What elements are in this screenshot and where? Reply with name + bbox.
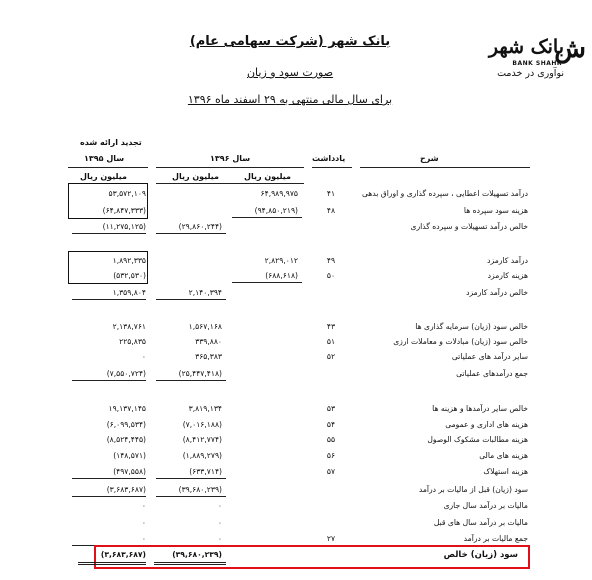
row-description: سایر درآمد های عملیاتی [451, 352, 528, 361]
unit-prior: میلیون ریال [80, 172, 127, 181]
statement-title: صورت سود و زیان [246, 66, 334, 79]
row-current-outer: (۱,۸۸۹,۲۷۹) [182, 451, 222, 460]
logo-name: بانک شهر [488, 36, 564, 58]
net-profit-current: (۳۹,۶۸۰,۲۳۹) [172, 550, 222, 559]
row-prior: (۵۳۲,۵۳۰) [113, 271, 146, 280]
restated-label: تجدید ارائه شده [80, 138, 142, 147]
row-note: ۵۱ [326, 337, 336, 346]
row-note: ۲۷ [326, 534, 336, 543]
bank-title: بانک شهر (شرکت سهامی عام) [189, 34, 391, 49]
row-note: ۴۸ [326, 206, 336, 215]
row-prior: (۷,۵۵۰,۷۲۴) [106, 369, 146, 378]
row-current-inner: ۲,۸۲۹,۰۱۲ [264, 256, 298, 265]
row-prior: (۸,۵۲۴,۴۴۵) [106, 435, 146, 444]
row-note: ۵۳ [326, 404, 336, 413]
row-current-inner: (۹۴,۸۵۰,۲۱۹) [254, 206, 298, 215]
row-current-outer: (۲۵,۴۴۷,۴۱۸) [178, 369, 222, 378]
double-underline [78, 564, 146, 565]
row-description: هزینه کارمزد [487, 271, 528, 280]
row-prior: ۰ [141, 352, 146, 361]
row-description: هزینه های اداری و عمومی [445, 420, 528, 429]
unit-current-inner: میلیون ریال [244, 172, 291, 181]
row-note: ۵۴ [326, 420, 336, 429]
row-description: هزینه سود سپرده ها [463, 206, 528, 215]
double-underline [154, 562, 226, 563]
row-prior: ۱,۳۵۹,۸۰۴ [112, 288, 146, 297]
row-current-outer: ۳۳۹,۸۸۰ [195, 337, 222, 346]
note-header: یادداشت [312, 154, 346, 163]
row-prior: ۰ [141, 534, 146, 543]
row-note: ۴۹ [326, 256, 336, 265]
row-prior: ۰ [141, 518, 146, 527]
header-underline [360, 167, 530, 168]
row-current-outer: ۰ [217, 501, 222, 510]
statement-period: برای سال مالی منتهی به ۲۹ اسفند ماه ۱۳۹۶ [187, 93, 393, 106]
row-underline [72, 380, 146, 381]
row-underline [72, 233, 146, 234]
row-note: ۴۱ [326, 189, 336, 198]
net-profit-label: سود (زیان) خالص [443, 550, 518, 560]
row-current-outer: (۷,۰۱۶,۱۸۸) [182, 420, 222, 429]
row-prior: (۱۴۸,۵۷۱) [113, 451, 146, 460]
row-current-outer: ۱,۵۶۷,۱۶۸ [188, 322, 222, 331]
row-current-outer: (۸,۴۱۲,۷۷۴) [182, 435, 222, 444]
double-underline [154, 564, 226, 565]
row-description: جمع مالیات بر درآمد [463, 534, 528, 543]
row-prior: (۳,۶۸۳,۶۸۷) [106, 485, 146, 494]
row-current-inner: ۶۴,۹۸۹,۹۷۵ [260, 189, 298, 198]
row-current-outer: ۰ [217, 518, 222, 527]
row-prior: ۲۲۵,۸۳۵ [119, 337, 146, 346]
row-description: مالیات بر درآمد سال جاری [443, 501, 528, 510]
row-prior: ۵۳,۵۷۲,۱۰۹ [108, 189, 146, 198]
description-header: شرح [420, 154, 439, 163]
row-underline [156, 380, 226, 381]
row-underline [72, 496, 146, 497]
row-description: درآمد کارمزد [487, 256, 528, 265]
year-current-header: سال ۱۳۹۶ [210, 154, 251, 163]
row-description: خالص درآمد تسهیلات و سپرده گذاری [410, 222, 528, 231]
row-description: سود (زیان) قبل از مالیات بر درآمد [418, 485, 528, 494]
row-underline [72, 478, 146, 479]
row-current-outer: ۳۶۵,۳۸۳ [195, 352, 222, 361]
unit-underline [156, 183, 304, 184]
row-description: درآمد تسهیلات اعطایی ، سپرده گذاری و اوراق بدهی [361, 189, 528, 198]
row-current-outer: (۳۹,۶۸۰,۲۳۹) [178, 485, 222, 494]
row-description: هزینه مطالبات مشکوک الوصول [427, 435, 528, 444]
row-note: ۵۷ [326, 467, 336, 476]
row-prior: (۶,۰۹۹,۵۳۴) [106, 420, 146, 429]
row-note: ۴۳ [326, 322, 336, 331]
header-underline [68, 167, 148, 168]
row-note: ۵۲ [326, 352, 336, 361]
bank-logo-icon: ش [554, 34, 586, 64]
net-profit-prior: (۳,۶۸۳,۶۸۷) [100, 550, 146, 559]
row-description: هزینه استهلاک [483, 467, 528, 476]
row-prior: (۴۹۷,۵۵۸) [113, 467, 146, 476]
row-prior: ۰ [141, 501, 146, 510]
row-current-outer: ۰ [217, 534, 222, 543]
row-prior: (۱۱,۲۷۵,۱۲۵) [102, 222, 146, 231]
row-description: مالیات بر درآمد سال های قبل [433, 518, 528, 527]
row-note: ۵۰ [326, 271, 336, 280]
row-underline [156, 496, 226, 497]
row-description: خالص درآمد کارمزد [466, 288, 528, 297]
logo-english: BANK SHAHR [512, 60, 562, 67]
row-description: خالص سود (زیان) مبادلات و معاملات ارزی [393, 337, 528, 346]
row-underline [156, 478, 226, 479]
row-current-outer: (۲۹,۸۶۰,۲۴۴) [178, 222, 222, 231]
unit-current-outer: میلیون ریال [172, 172, 219, 181]
row-current-outer: ۳,۸۱۹,۱۳۴ [188, 404, 222, 413]
row-current-outer: (۶۳۳,۷۱۴) [189, 467, 222, 476]
row-underline [156, 233, 226, 234]
header-underline [312, 167, 352, 168]
row-description: هزینه های مالی [479, 451, 528, 460]
double-underline [78, 562, 146, 563]
year-prior-header: سال ۱۳۹۵ [84, 154, 125, 163]
row-underline [156, 299, 226, 300]
row-prior: ۱,۸۹۲,۳۳۵ [112, 256, 146, 265]
row-current-inner: (۶۸۸,۶۱۸) [265, 271, 298, 280]
row-description: جمع درآمدهای عملیاتی [456, 369, 528, 378]
row-description: خالص سایر درآمدها و هزینه ها [432, 404, 528, 413]
row-description: خالص سود (زیان) سرمایه گذاری ها [415, 322, 528, 331]
row-underline [232, 217, 302, 218]
row-prior: (۶۴,۸۴۷,۳۳۳) [102, 206, 146, 215]
row-underline [232, 282, 302, 283]
row-note: ۵۶ [326, 451, 336, 460]
row-note: ۵۵ [326, 435, 336, 444]
header-underline [156, 167, 304, 168]
row-underline [72, 299, 146, 300]
row-current-outer: ۲,۱۴۰,۳۹۴ [188, 288, 222, 297]
row-prior: ۲,۱۳۸,۷۶۱ [112, 322, 146, 331]
logo-tagline: نوآوری در خدمت [497, 68, 564, 79]
row-prior: ۱۹,۱۳۷,۱۴۵ [108, 404, 146, 413]
